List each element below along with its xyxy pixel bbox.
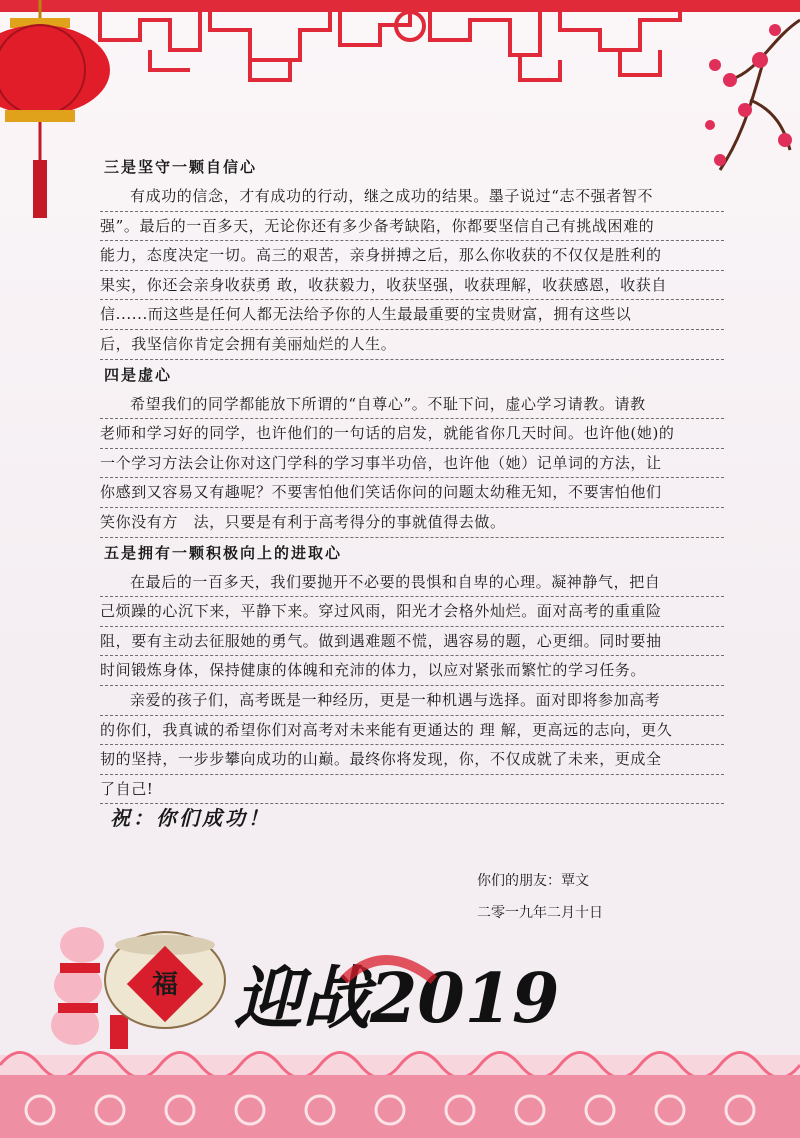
text-line: 阻，要有主动去征服她的勇气。做到遇难题不慌，遇容易的题，心更细。同时要抽: [100, 627, 724, 657]
text-line: 时间锻炼身体，保持健康的体魄和充沛的体力，以应对紧张而繁忙的学习任务。: [100, 656, 724, 686]
text-line: 笑你没有方 法，只要是有利于高考得分的事就值得去做。: [100, 508, 724, 538]
fu-character: 福: [151, 970, 179, 1000]
window-lattice-border: [0, 0, 800, 100]
red-lantern: [0, 0, 110, 240]
text-line: 信......而这些是任何人都无法给予你的人生最最重要的宝贵财富，拥有这些以: [100, 300, 724, 330]
text-line: 有成功的信念，才有成功的行动，继之成功的结果。墨子说过“志不强者智不: [100, 182, 724, 212]
text-line: 老师和学习好的同学，也许他们的一句话的启发，就能省你几天时间。也许他(她)的: [100, 419, 724, 449]
letter-body: [100, 152, 724, 804]
text-line: 亲爱的孩子们，高考既是一种经历，更是一种机遇与选择。面对即将参加高考: [100, 686, 724, 716]
slogan-text: 迎战2019: [234, 959, 560, 1039]
text-line: 的你们，我真诚的希望你们对高考对未来能有更通达的 理 解，更高远的志向，更久: [100, 716, 724, 746]
text-line: 你感到又容易又有趣呢？不要害怕他们笑话你问的问题太幼稚无知，不要害怕他们: [100, 478, 724, 508]
section-ambition: [100, 538, 724, 805]
text-line: 能力，态度决定一切。高三的艰苦，亲身拼搏之后，那么你收获的不仅仅是胜利的: [100, 241, 724, 271]
text-line: 在最后的一百多天，我们要抛开不必要的畏惧和自卑的心理。凝神静气，把自: [100, 568, 724, 598]
signature-date: 二零一九年二月十日: [477, 905, 603, 921]
section-heading: 五是拥有一颗积极向上的进取心: [104, 543, 343, 562]
text-line: 果实，你还会亲身收获勇 敢，收获毅力，收获坚强，收获理解，收获感恩，收获自: [100, 271, 724, 301]
closing-blessing: 祝：你们成功！: [110, 806, 271, 830]
text-line: 己烦躁的心沉下来，平静下来。穿过风雨，阳光才会格外灿烂。面对高考的重重险: [100, 597, 724, 627]
text-line: 韧的坚持，一步步攀向成功的山巅。最终你将发现，你，不仅成就了未来，更成全: [100, 745, 724, 775]
section-humility: [100, 360, 724, 538]
text-line: 了自己!: [100, 775, 724, 805]
slogan-calligraphy: [224, 950, 584, 1040]
section-heading: 四是虚心: [104, 365, 173, 384]
pig-figures: [51, 927, 104, 1045]
section-heading: 三是坚守一颗自信心: [104, 158, 258, 176]
text-line: 强”。最后的一百多天，无论你还有多少备考缺陷，你都要坚信自己有挑战困难的: [100, 212, 724, 242]
text-line: 一个学习方法会让你对这门学科的学习事半功倍，也许他（她）记单词的方法，让: [100, 449, 724, 479]
signature-name: 你们的朋友：覃文: [477, 873, 589, 889]
text-line: 后，我坚信你肯定会拥有美丽灿烂的人生。: [100, 330, 724, 360]
text-line: 希望我们的同学都能放下所谓的“自尊心”。不耻下问，虚心学习请教。请教: [100, 390, 724, 420]
section-confidence: [100, 152, 724, 360]
